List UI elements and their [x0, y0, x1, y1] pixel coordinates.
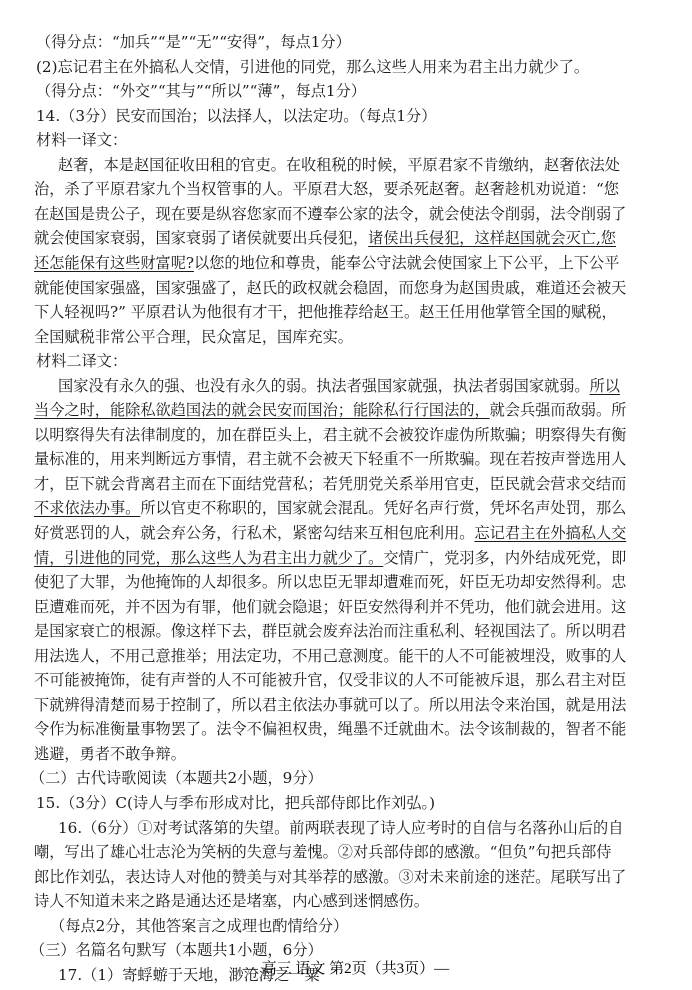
- translation-1-line: 就能使国家强盛，国家强盛了，赵氏的政权就会稳固，而您身为赵国贵戚，难道还会被天: [34, 279, 627, 297]
- question-16-answer: 郎比作刘弘，表达诗人对他的赞美与对其举荐的感激。③对未来前途的迷茫。尾联写出了: [34, 868, 627, 886]
- translation-2-line: 下就辨得清楚而易于控制了，所以君主依法办事就可以了。所以用法令来治国，就是用法: [34, 696, 627, 714]
- translation-1-line: [34, 251, 619, 276]
- translation-2-line: 量标准的，用来判断远方事情，君主就不会被天下轻重不一所欺骗。现在若按声誉选用人: [34, 450, 627, 468]
- translation-2-line: 用法选人，不用己意推举；用法定功，不用己意测度。能干的人不可能被埋没，败事的人: [34, 647, 627, 665]
- underlined-segment: 情，引进他的同党，那么这些人为君主出力就少了。: [34, 549, 384, 567]
- translation-1-line: 下人轻视吗?” 平原君认为他很有才干，把他推荐给赵王。赵王任用他掌管全国的赋税，: [34, 303, 617, 321]
- text-segment: 所以官吏不称职的，国家就会混乱。凭好名声行赏，凭坏名声处罚，那么: [140, 499, 627, 517]
- question-17-answer: 17.（1）寄蜉蝣于天地，渺沧海之一粟: [58, 966, 320, 984]
- translation-1-line: 全国赋税非常公平合理，民众富足，国库充实。: [34, 328, 353, 346]
- text-segment: 好赏恶罚的人，就会弃公务，行私术，紧密勾结来互相包庇利用。: [34, 524, 475, 542]
- scoring-note: （得分点：“加兵”“是”“无”“安得”，每点1分）: [36, 33, 351, 51]
- translation-1-line: 治，杀了平原君家九个当权管事的人。平原君大怒，要杀死赵奢。赵奢趁机劝说道：“您: [34, 180, 619, 198]
- underlined-segment: 诸侯出兵侵犯，这样赵国就会灭亡,您: [368, 229, 616, 247]
- underlined-segment: 忘记君主在外搞私人交: [474, 524, 627, 542]
- translation-2-line: [34, 521, 626, 546]
- section-3-title: （三）名篇名句默写（本题共1小题，6分）: [30, 941, 323, 959]
- text-segment: 就会使国家衰弱，国家衰弱了诸侯就要出兵侵犯，: [34, 229, 369, 247]
- translation-2-line: 以明察得失有法律制度的，加在群臣头上，君主就不会被狡诈虚伪所欺骗；明察得失有衡: [34, 426, 627, 444]
- question-15-answer: 15.（3分）C(诗人与季布形成对比，把兵部侍郎比作刘弘。): [36, 794, 435, 812]
- question-16-answer: 嘲，写出了雄心壮志沦为笑柄的失意与羞愧。②对兵部侍郎的感激。“但负”句把兵部侍: [34, 843, 612, 861]
- translation-2-line: 使犯了大罪，为他掩饰的人却很多。所以忠臣无罪却遭难而死，奸臣无功却安然得利。忠: [34, 573, 627, 591]
- material-1-heading: 材料一译文：: [36, 131, 128, 149]
- question-16-answer: 16.（6分）①对考试落第的失望。前两联表现了诗人应考时的自信与名落孙山后的自: [58, 819, 624, 837]
- translation-2-line: 不可能被掩饰，徒有声誉的人不可能被升官，仅受非议的人不可能被斥退，那么君主对臣: [34, 671, 627, 689]
- translation-2-line: [34, 398, 626, 423]
- translation-1-line: 赵奢，本是赵国征收田租的官吏。在收租税的时候，平原君家不肯缴纳，赵奢依法处: [58, 156, 620, 174]
- scoring-note: （每点2分，其他答案言之成理也酌情给分）: [50, 917, 349, 935]
- question-16-answer: 诗人不知道未来之路是通达还是堵塞，内心感到迷惘感伤。: [34, 892, 429, 910]
- translation-2-line: 是国家衰亡的根源。像这样下去，群臣就会废弃法治而注重私利、轻视国法了。所以明君: [34, 622, 627, 640]
- page-footer: — 高三 语文 第2页（共3页）—: [242, 961, 450, 977]
- underlined-segment: 当今之时，能除私欲趋国法的就会民安而国治；能除私行行国法的，: [34, 401, 490, 419]
- question-14-answer: 14.（3分）民安而国治；以法择人，以法定功。（每点1分）: [36, 107, 437, 125]
- material-2-heading: 材料二译文：: [36, 352, 128, 370]
- text-segment: 国家没有永久的强、也没有永久的弱。执法者强国家就强，执法者弱国家就弱。: [58, 377, 590, 395]
- translation-2-line: [58, 374, 620, 399]
- translation-2-line: 令作为标准衡量事物罢了。法令不偏袒权贵，绳墨不迁就曲木。法令该制裁的，智者不能: [34, 720, 627, 738]
- underlined-segment: 不求依法办事。: [34, 499, 141, 517]
- text-segment: 就会兵强而敌弱。所: [489, 401, 627, 419]
- translation-2-line: 臣遭难而死，并不因为有罪，他们就会隐退；奸臣安然得利并不凭功，他们就会进用。这: [34, 598, 627, 616]
- translation-1-line: 在赵国是贵公子，现在要是纵容您家而不遵奉公家的法令，就会使法令削弱，法令削弱了: [34, 205, 627, 223]
- text-segment: 交情广，党羽多，内外结成死党，即: [383, 549, 627, 567]
- scoring-note: （得分点：“外交”“其与”“所以”“薄”，每点1分）: [36, 82, 366, 100]
- translation-1-line: [34, 226, 616, 251]
- translation-2-line: [34, 546, 626, 571]
- translation-2-line: [34, 496, 626, 521]
- text-segment: 以您的地位和尊贵，能奉公守法就会使国家上下公平，上下公平: [194, 254, 620, 272]
- translation-2-line: 逃避，勇者不敢争辩。: [34, 745, 186, 763]
- answer-line: (2)忘记君主在外搞私人交情，引进他的同党，那么这些人用来为君主出力就少了。: [36, 58, 590, 76]
- section-2-title: （二）古代诗歌阅读（本题共2小题，9分）: [30, 769, 323, 787]
- underlined-segment: 所以: [589, 377, 620, 395]
- underlined-segment: 还怎能保有这些财富呢?: [34, 254, 195, 272]
- translation-2-line: 才，臣下就会背离君主而在下面结党营私；若凭朋党关系举用官吏，臣民就会营求交结而: [34, 475, 627, 493]
